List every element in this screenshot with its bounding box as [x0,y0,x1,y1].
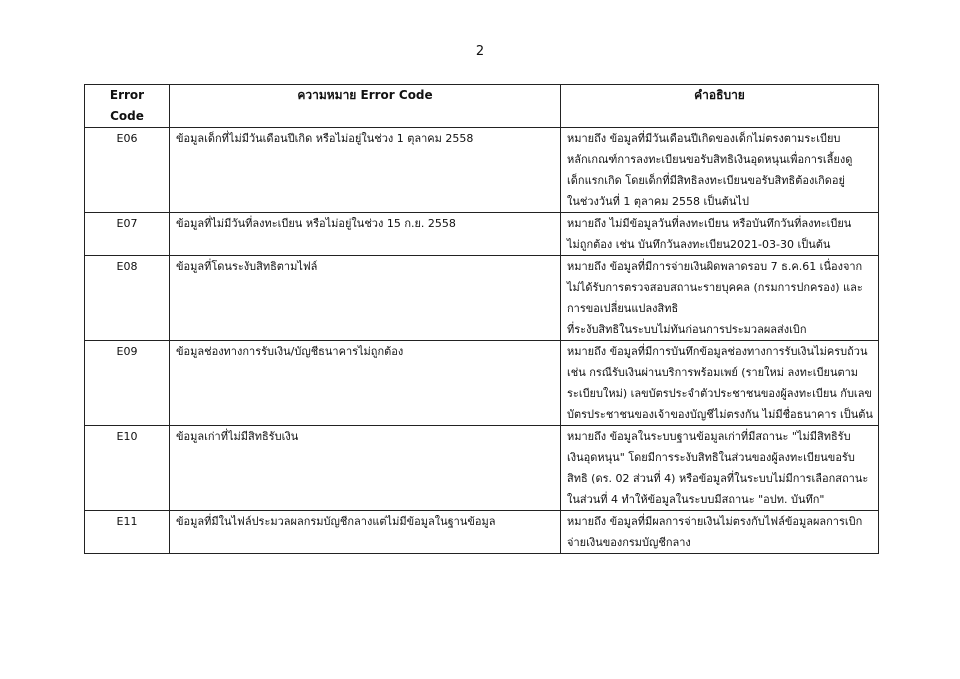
description-line: การขอเปลี่ยนแปลงสิทธิ [567,302,679,315]
meaning-cell: ข้อมูลเด็กที่ไม่มีวันเดือนปีเกิด หรือไม่อยู่ในช่วง 1 ตุลาคม 2558 [170,128,561,213]
description-line: หมายถึง ข้อมูลที่มีวันเดือนปีเกิดของเด็กไม่ตรงตามระเบียบ [567,132,841,145]
description-cell [561,256,879,341]
description-line: ในส่วนที่ 4 ทำให้ข้อมูลในระบบมีสถานะ "อปท. บันทึก" [567,493,825,506]
table-row [85,341,879,426]
page-number: 2 [475,44,485,59]
header-description: คำอธิบาย [561,85,879,128]
table-row [85,256,879,341]
error-code-cell: E07 [85,213,170,256]
description-line: ในช่วงวันที่ 1 ตุลาคม 2558 เป็นต้นไป [567,195,749,208]
description-line: หมายถึง ข้อมูลที่มีการจ่ายเงินผิดพลาดรอบ 7 ธ.ค.61 เนื่องจาก [567,260,863,273]
description-line: เด็กแรกเกิด โดยเด็กที่มีสิทธิลงทะเบียนขอรับสิทธิต้องเกิดอยู่ [567,174,845,187]
error-code-cell: E11 [85,511,170,554]
header-meaning: ความหมาย Error Code [170,85,561,128]
description-line: สิทธิ (ดร. 02 ส่วนที่ 4) หรือข้อมูลที่ในระบบไม่มีการเลือกสถานะ [567,472,869,485]
error-code-cell: E09 [85,341,170,426]
meaning-cell: ข้อมูลช่องทางการรับเงิน/บัญชีธนาคารไม่ถูกต้อง [170,341,561,426]
header-error-code: Error Code [85,85,170,128]
description-cell [561,426,879,511]
meaning-cell: ข้อมูลที่โดนระงับสิทธิตามไฟล์ [170,256,561,341]
description-line: ไม่ได้รับการตรวจสอบสถานะรายบุคคล (กรมการปกครอง) และ [567,281,863,294]
table-row [85,128,879,213]
table-row [85,426,879,511]
description-line: เช่น กรณีรับเงินผ่านบริการพร้อมเพย์ (รายใหม่ ลงทะเบียนตาม [567,366,859,379]
meaning-cell: ข้อมูลเก่าที่ไม่มีสิทธิรับเงิน [170,426,561,511]
table-row [85,511,879,554]
error-code-cell: E06 [85,128,170,213]
table-header-row [85,85,879,128]
meaning-cell: ข้อมูลที่มีในไฟล์ประมวลผลกรมบัญชีกลางแต่ไม่มีข้อมูลในฐานข้อมูล [170,511,561,554]
table-row [85,213,879,256]
description-line: หมายถึง ข้อมูลที่มีผลการจ่ายเงินไม่ตรงกับไฟล์ข้อมูลผลการเบิก [567,515,863,528]
description-line: หมายถึง ข้อมูลในระบบฐานข้อมูลเก่าที่มีสถานะ "ไม่มีสิทธิรับ [567,430,851,443]
description-line: ระเบียบใหม่) เลขบัตรประจำตัวประชาชนของผู้ลงทะเบียน กับเลข [567,387,872,400]
description-line: ไม่ถูกต้อง เช่น บันทึกวันลงทะเบียน2021-03-30 เป็นต้น [567,238,831,251]
error-code-cell: E08 [85,256,170,341]
description-line: จ่ายเงินของกรมบัญชีกลาง [567,536,691,549]
description-cell [561,341,879,426]
description-cell [561,213,879,256]
description-cell [561,511,879,554]
error-code-cell: E10 [85,426,170,511]
description-line: หมายถึง ข้อมูลที่มีการบันทึกข้อมูลช่องทางการรับเงินไม่ครบถ้วน [567,345,868,358]
description-line: เงินอุดหนุน" โดยมีการระงับสิทธิในส่วนของผู้ลงทะเบียนขอรับ [567,451,855,464]
description-line: ที่ระงับสิทธิในระบบไม่ทันก่อนการประมวลผลส่งเบิก [567,323,807,336]
description-line: บัตรประชาชนของเจ้าของบัญชีไม่ตรงกัน ไม่มีชื่อธนาคาร เป็นต้น [567,408,873,421]
description-line: หมายถึง ไม่มีข้อมูลวันที่ลงทะเบียน หรือบันทึกวันที่ลงทะเบียน [567,217,852,230]
error-code-table [84,84,879,554]
meaning-cell: ข้อมูลที่ไม่มีวันที่ลงทะเบียน หรือไม่อยู่ในช่วง 15 ก.ย. 2558 [170,213,561,256]
description-cell [561,128,879,213]
description-line: หลักเกณฑ์การลงทะเบียนขอรับสิทธิเงินอุดหนุนเพื่อการเลี้ยงดู [567,153,853,166]
